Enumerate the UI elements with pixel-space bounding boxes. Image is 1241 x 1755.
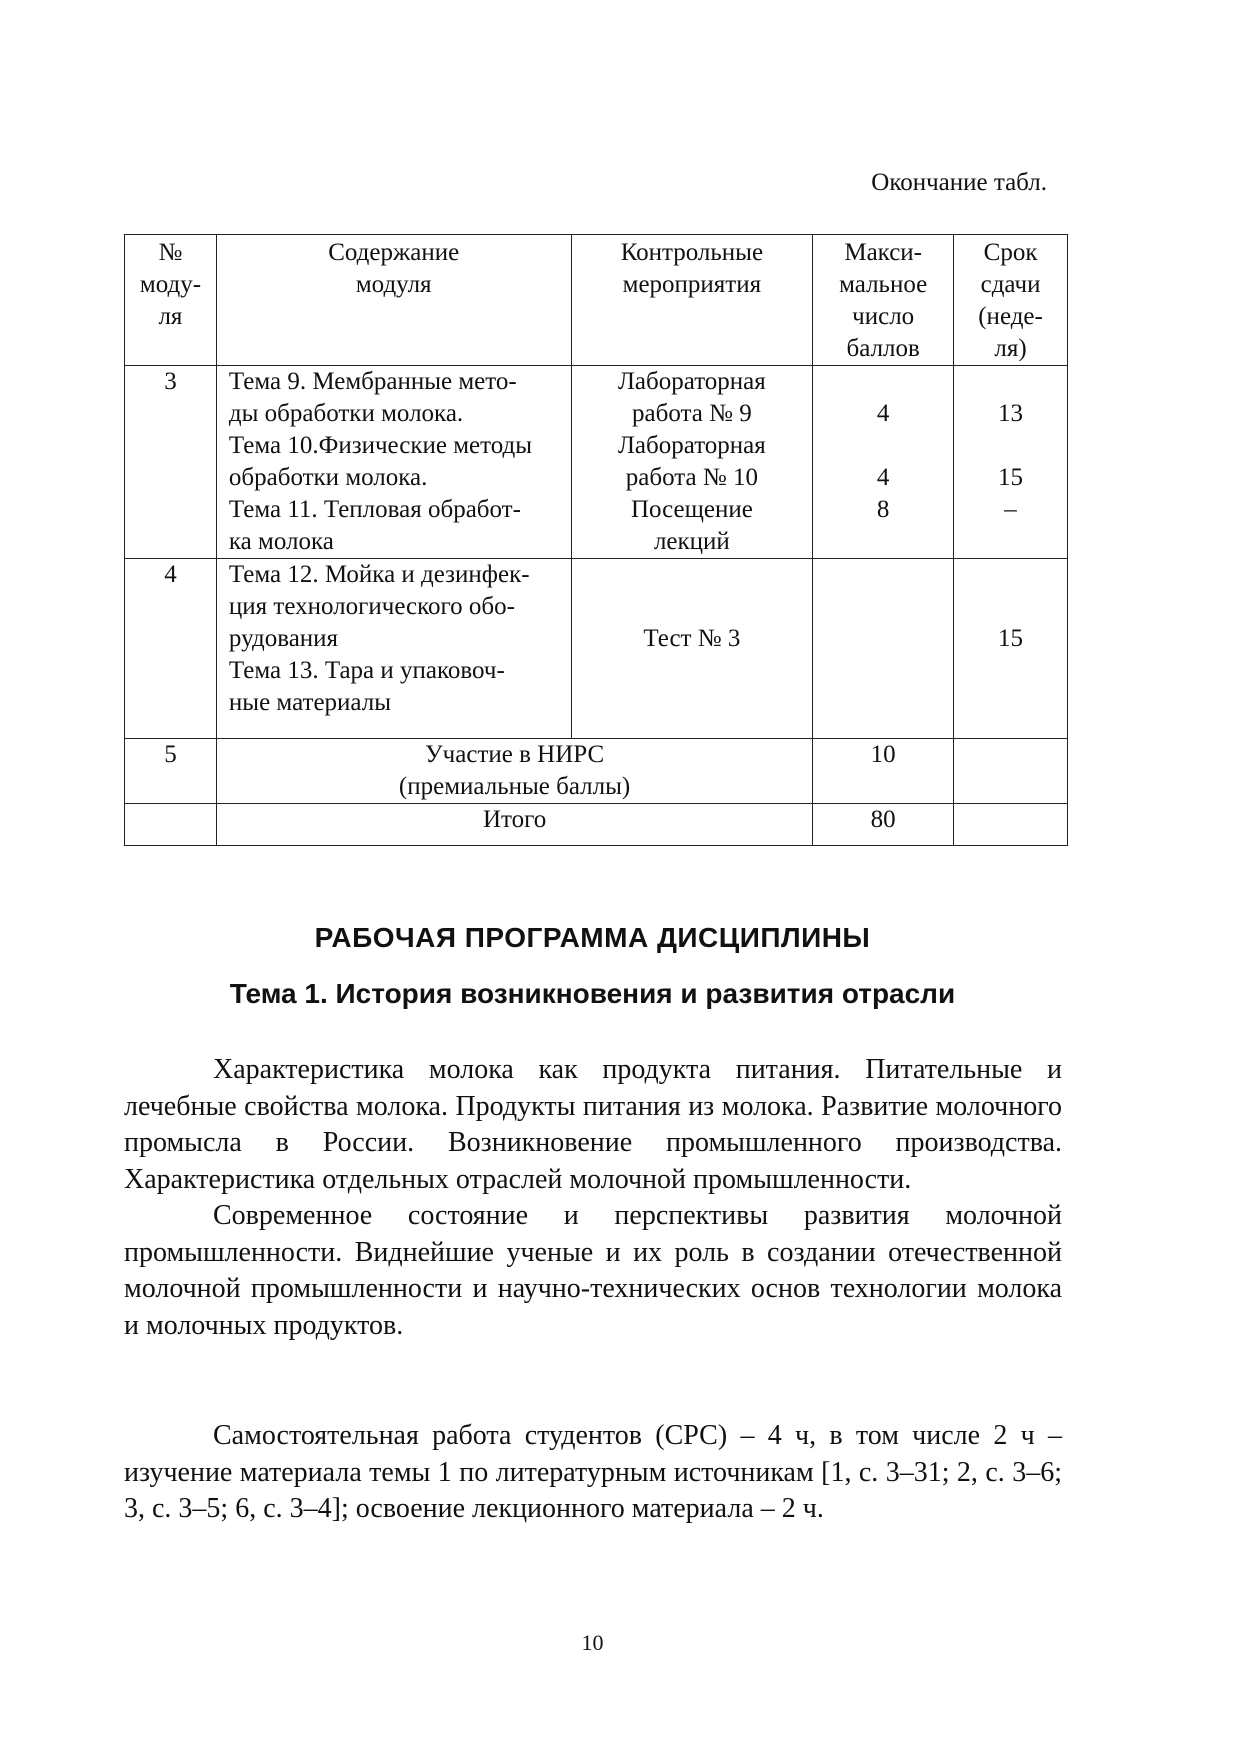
table-total-row	[125, 804, 1068, 846]
max-score-cell: 10	[813, 739, 954, 804]
topic-heading: Тема 1. История возникновения и развития отрасли	[229, 978, 956, 1009]
paragraph: Характеристика молока как продукта питания. Питательные и лечебные свойства молока. Продукты питания из молока. Развитие молочного промысла в России. Возникновение промышленного производства. Характеристика отдельных отраслей молочной промышленности.	[124, 1054, 1062, 1195]
total-score-cell: 80	[813, 804, 954, 846]
deadline-cell	[954, 804, 1068, 846]
self-study-note	[124, 1418, 1062, 1528]
module-number-cell: 5	[125, 739, 217, 804]
module-number-cell	[125, 804, 217, 846]
control-activities-cell: Тест № 3	[571, 559, 813, 739]
module-content-cell: Тема 12. Мойка и дезинфек- ция технологического обо- рудования Тема 13. Тара и упаковоч- ные материалы	[216, 559, 571, 739]
max-score-cell: 4 4 8	[813, 366, 954, 559]
module-number-cell: 4	[125, 559, 217, 739]
table-row	[125, 739, 1068, 804]
total-label-cell: Итого	[216, 804, 812, 846]
module-table	[124, 234, 1068, 846]
header-module-number: № моду- ля	[125, 235, 217, 366]
module-number-cell: 3	[125, 366, 217, 559]
deadline-cell	[954, 739, 1068, 804]
control-activities-cell: Лабораторная работа № 9 Лабораторная работа № 10 Посещение лекций	[571, 366, 813, 559]
page-number: 10	[581, 1630, 604, 1655]
deadline-cell: 13 15 –	[954, 366, 1068, 559]
topic-description	[124, 1052, 1062, 1344]
header-module-content: Содержание модуля	[216, 235, 571, 366]
header-max-score: Макси- мальное число баллов	[813, 235, 954, 366]
section-heading: РАБОЧАЯ ПРОГРАММА ДИСЦИПЛИНЫ	[314, 922, 871, 953]
max-score-cell	[813, 559, 954, 739]
deadline-cell: 15	[954, 559, 1068, 739]
research-participation-cell: Участие в НИРС (премиальные баллы)	[216, 739, 812, 804]
table-header-row	[125, 235, 1068, 366]
header-control-activities: Контрольные мероприятия	[571, 235, 813, 366]
table-caption: Окончание табл.	[871, 169, 1047, 196]
table-row	[125, 559, 1068, 739]
paragraph: Самостоятельная работа студентов (СРС) – 4 ч, в том числе 2 ч – изучение материала темы 1 по литературным источникам [1, с. 3–31; 2, с. 3–6; 3, с. 3–5; 6, с. 3–4]; освоение лекционного материала – 2 ч.	[124, 1420, 1062, 1524]
header-deadline-week: Срок сдачи (неде- ля)	[954, 235, 1068, 366]
table-row	[125, 366, 1068, 559]
paragraph: Современное состояние и перспективы развития молочной промышленности. Виднейшие ученые и их роль в создании отечественной молочной промышленности и научно-технических основ технологии молока и молочных продуктов.	[124, 1200, 1062, 1341]
module-content-cell: Тема 9. Мембранные мето- ды обработки молока. Тема 10.Физические методы обработки молока. Тема 11. Тепловая обработ- ка молока	[216, 366, 571, 559]
